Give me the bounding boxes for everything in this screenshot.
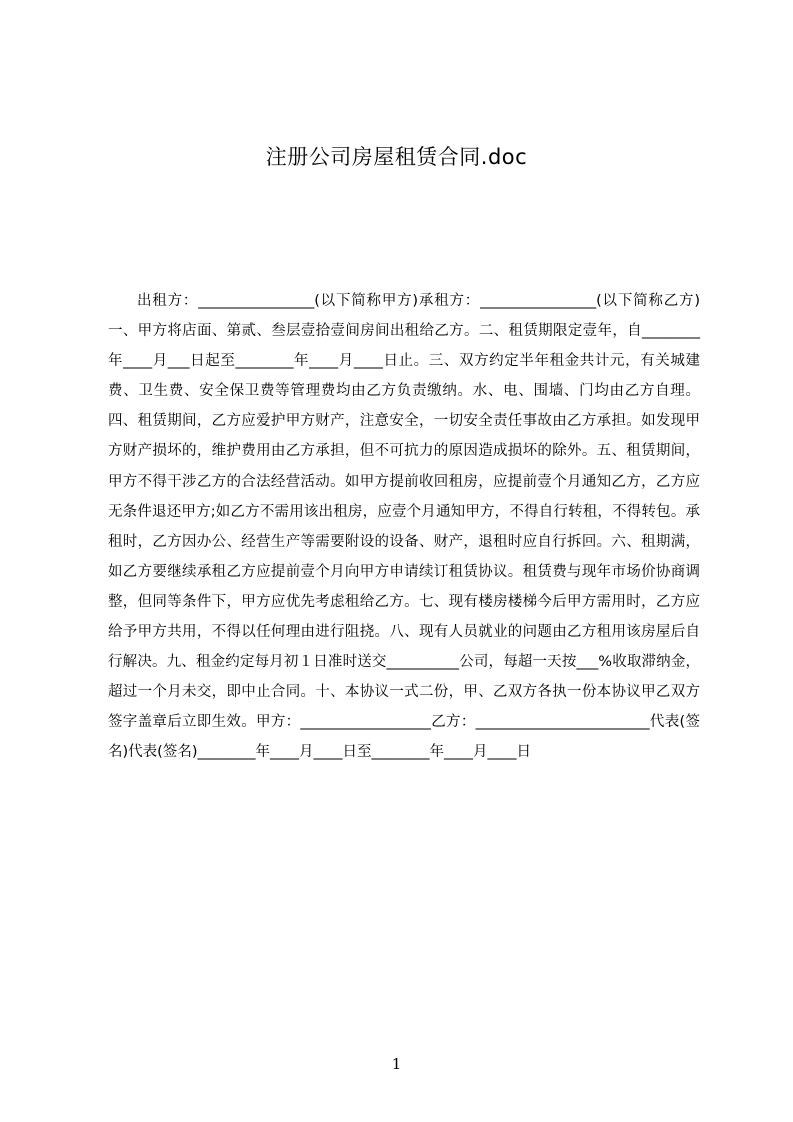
page-number: 1 (391, 1055, 402, 1073)
contract-body-paragraph: 出租方：________________(以下简称甲方)承租方：________________(以下简称乙方)一、甲方将店面、第贰、叁层壹拾壹间房间出租给乙方。二、租赁期限定壹年，自________年____月___日起至________年____月____日止。三、双方约定半年租金共计元，有关城建费、卫生费、安全保卫费等管理费均由乙方负责缴纳。水、电、围墙、门均由乙方自理。四、租赁期间，乙方应爱护甲方财产，注意安全，一切安全责任事故由乙方承担。如发现甲方财产损坏的，维护费用由乙方承担，但不可抗力的原因造成损坏的除外。五、租赁期间，甲方不得干涉乙方的合法经营活动。如甲方提前收回租房，应提前壹个月通知乙方，乙方应无条件退还甲方;如乙方不需用该出租房，应壹个月通知甲方，不得自行转租，不得转包。承租时，乙方因办公、经营生产等需要附设的设备、财产，退租时应自行拆回。六、租期满，如乙方要继续承租乙方应提前壹个月向甲方申请续订租赁协议。租赁费与现年市场价协商调整，但同等条件下，甲方应优先考虑租给乙方。七、现有楼房楼梯今后甲方需用时，乙方应给予甲方共用，不得以任何理由进行阻挠。八、现有人员就业的问题由乙方租用该房屋后自行解决。九、租金约定每月初１日准时送交__________公司，每超一天按___%收取滞纳金，超过一个月未交，即中止合同。十、本协议一式二份，甲、乙双方各执一份本协议甲乙双方签字盖章后立即生效。甲方：__________________乙方：________________________代表(签名)代表(签名)________年____月____日至________年____月____日 (108, 293, 700, 761)
document-title: 注册公司房屋租赁合同.doc (265, 145, 528, 169)
